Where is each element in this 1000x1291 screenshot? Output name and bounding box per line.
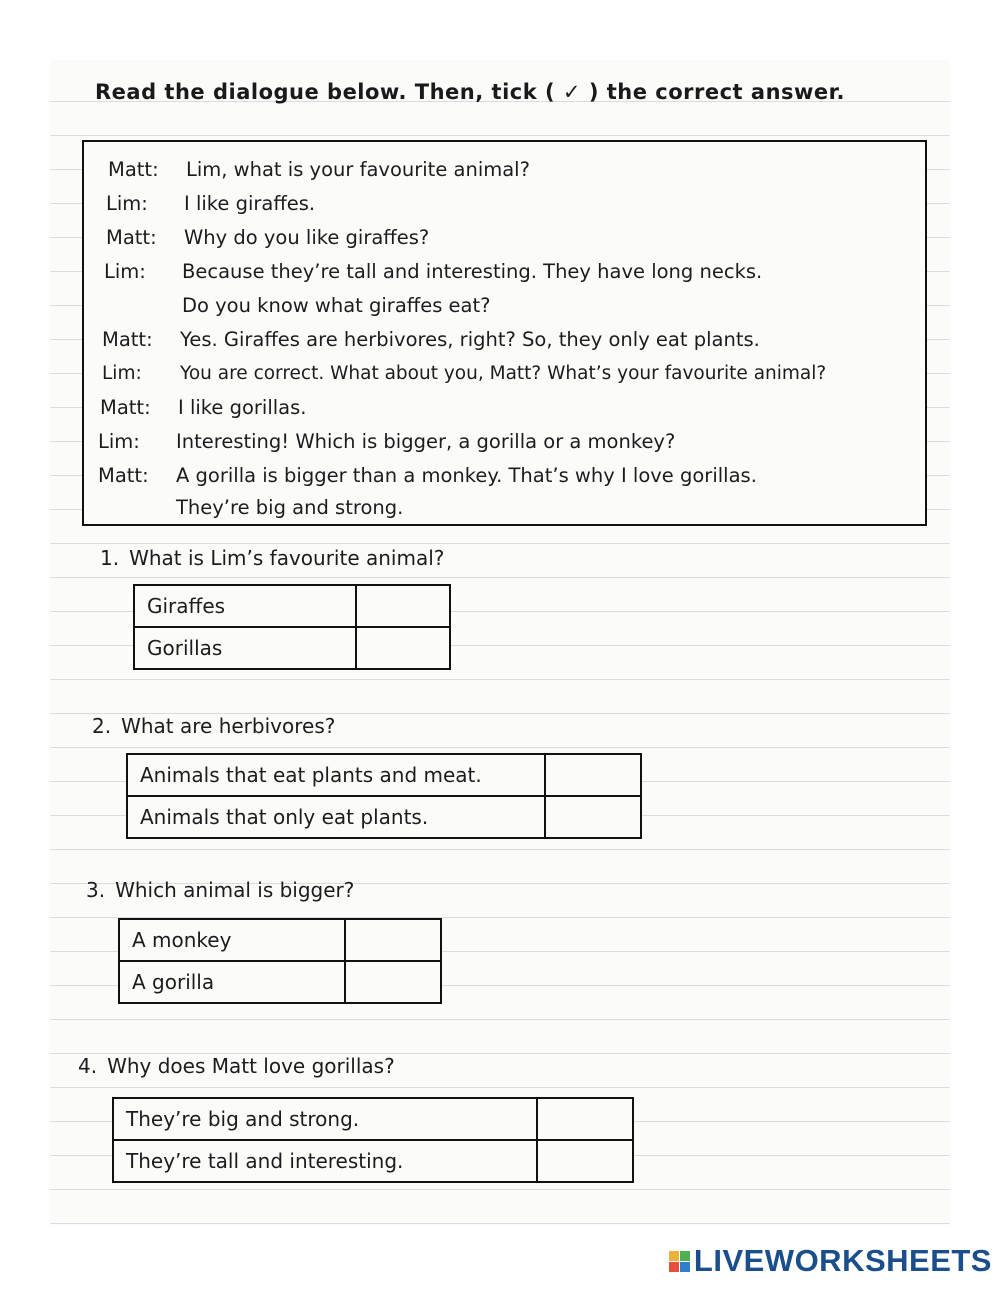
option-label: Animals that only eat plants. — [127, 796, 545, 838]
answer-table-1 — [133, 584, 451, 670]
question-text: Why does Matt love gorillas? — [107, 1054, 395, 1078]
option-label: Gorillas — [134, 627, 356, 669]
dialogue-text: A gorilla is bigger than a monkey. That’s why I love gorillas. — [176, 464, 757, 487]
dialogue-speaker: Matt: — [102, 328, 153, 351]
dialogue-speaker: Lim: — [104, 260, 146, 283]
dialogue-text: Yes. Giraffes are herbivores, right? So, they only eat plants. — [180, 328, 760, 351]
logo-square — [680, 1251, 690, 1261]
table-row — [119, 919, 441, 961]
table-row — [119, 961, 441, 1003]
question-text: What is Lim’s favourite animal? — [129, 546, 445, 570]
logo-square — [669, 1262, 679, 1272]
tick-box[interactable] — [537, 1140, 633, 1182]
dialogue-box — [82, 140, 927, 526]
question-text: What are herbivores? — [121, 714, 336, 738]
answer-table-3 — [118, 918, 442, 1004]
logo-square — [669, 1251, 679, 1261]
dialogue-text: Do you know what giraffes eat? — [182, 294, 491, 317]
dialogue-speaker: Matt: — [98, 464, 149, 487]
question-text: Which animal is bigger? — [115, 878, 355, 902]
tick-box[interactable] — [356, 627, 450, 669]
table-row — [113, 1098, 633, 1140]
question-number: 2. — [92, 714, 112, 738]
brand-name: LIVEWORKSHEETS — [693, 1243, 992, 1278]
option-label: They’re tall and interesting. — [113, 1140, 537, 1182]
dialogue-text: Why do you like giraffes? — [184, 226, 430, 249]
dialogue-text: They’re big and strong. — [176, 496, 404, 519]
question-4 — [78, 1054, 395, 1078]
option-label: They’re big and strong. — [113, 1098, 537, 1140]
answer-table-2 — [126, 753, 642, 839]
question-2 — [92, 714, 335, 738]
dialogue-text: Lim, what is your favourite animal? — [186, 158, 530, 181]
option-label: A monkey — [119, 919, 345, 961]
question-3 — [86, 878, 354, 902]
table-row — [127, 754, 641, 796]
tick-box[interactable] — [545, 796, 641, 838]
liveworksheets-brand[interactable] — [669, 1243, 992, 1279]
table-row — [113, 1140, 633, 1182]
option-label: A gorilla — [119, 961, 345, 1003]
dialogue-text: Because they’re tall and interesting. They have long necks. — [182, 260, 763, 283]
dialogue-speaker: Lim: — [106, 192, 148, 215]
dialogue-speaker: Matt: — [106, 226, 157, 249]
dialogue-text: You are correct. What about you, Matt? What’s your favourite animal? — [180, 363, 827, 384]
tick-box[interactable] — [345, 961, 441, 1003]
question-number: 4. — [78, 1054, 98, 1078]
tick-box[interactable] — [537, 1098, 633, 1140]
dialogue-text: I like giraffes. — [184, 192, 316, 215]
logo-square — [680, 1262, 690, 1272]
liveworksheets-logo-icon — [669, 1251, 690, 1272]
tick-box[interactable] — [356, 585, 450, 627]
dialogue-text: Interesting! Which is bigger, a gorilla or a monkey? — [176, 430, 676, 453]
instruction-heading: Read the dialogue below. Then, tick ( ✓ ) the correct answer. — [95, 80, 845, 104]
table-row — [127, 796, 641, 838]
dialogue-speaker: Lim: — [102, 363, 142, 384]
table-row — [134, 585, 450, 627]
answer-table-4 — [112, 1097, 634, 1183]
question-number: 1. — [100, 546, 120, 570]
dialogue-text: I like gorillas. — [178, 396, 307, 419]
option-label: Animals that eat plants and meat. — [127, 754, 545, 796]
table-row — [134, 627, 450, 669]
question-1 — [100, 546, 444, 570]
tick-box[interactable] — [545, 754, 641, 796]
option-label: Giraffes — [134, 585, 356, 627]
tick-box[interactable] — [345, 919, 441, 961]
question-number: 3. — [86, 878, 106, 902]
dialogue-speaker: Matt: — [100, 396, 151, 419]
dialogue-speaker: Lim: — [98, 430, 140, 453]
dialogue-speaker: Matt: — [108, 158, 159, 181]
